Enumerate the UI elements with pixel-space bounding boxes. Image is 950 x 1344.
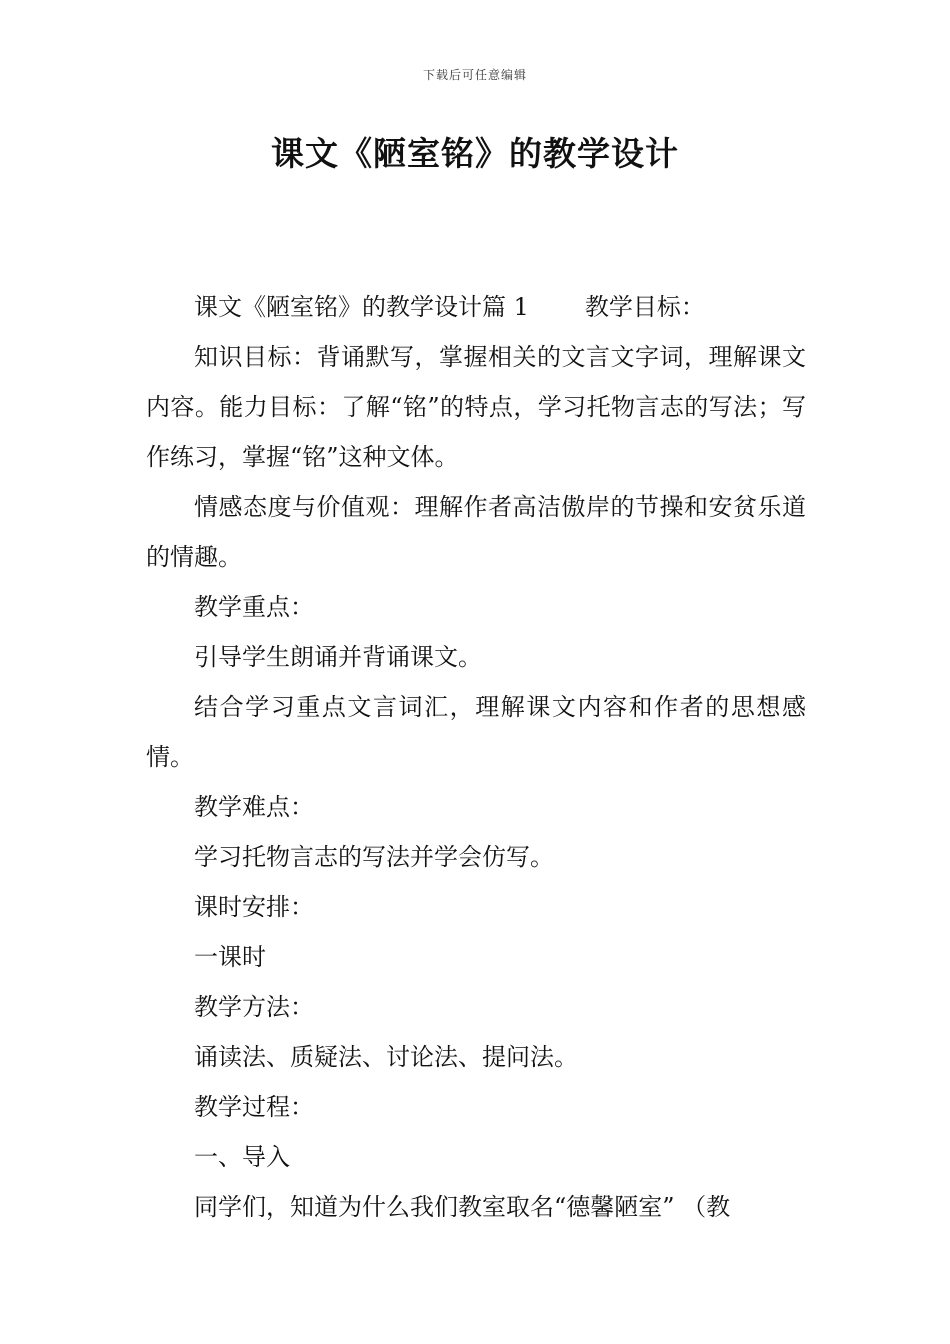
paragraph: 教学难点：: [194, 793, 314, 821]
header-note: 下载后可任意编辑: [422, 68, 527, 82]
document-title: 课文《陋室铭》的教学设计: [271, 134, 679, 173]
paragraph: 学习托物言志的写法并学会仿写。: [194, 843, 554, 871]
paragraph: 一课时: [194, 943, 266, 971]
paragraph: 一、导入: [194, 1143, 290, 1171]
intro-paragraph: [146, 282, 806, 332]
document-body: [146, 282, 806, 1232]
paragraph: 课时安排：: [194, 893, 314, 921]
paragraph: 教学重点：: [194, 593, 314, 621]
paragraph: 教学方法：: [194, 993, 314, 1021]
paragraph: 诵读法、质疑法、讨论法、提问法。: [194, 1043, 578, 1071]
paragraph: 结合学习重点文言词汇，理解课文内容和作者的思想感情。: [146, 693, 806, 771]
paragraph: 知识目标：背诵默写，掌握相关的文言文字词，理解课文内容。能力目标：了解“铭”的特点，学习托物言志的写法；写作练习，掌握“铭”这种文体。: [146, 343, 806, 471]
paragraph: 同学们，知道为什么我们教室取名“德馨陋室” （教: [194, 1193, 731, 1221]
paragraph: 情感态度与价值观：理解作者高洁傲岸的节操和安贫乐道的情趣。: [146, 493, 806, 571]
paragraph: 引导学生朗诵并背诵课文。: [194, 643, 482, 671]
section-heading: 课文《陋室铭》的教学设计篇 1: [194, 293, 529, 321]
objectives-heading: 教学目标：: [584, 293, 705, 321]
paragraph: 教学过程：: [194, 1093, 314, 1121]
